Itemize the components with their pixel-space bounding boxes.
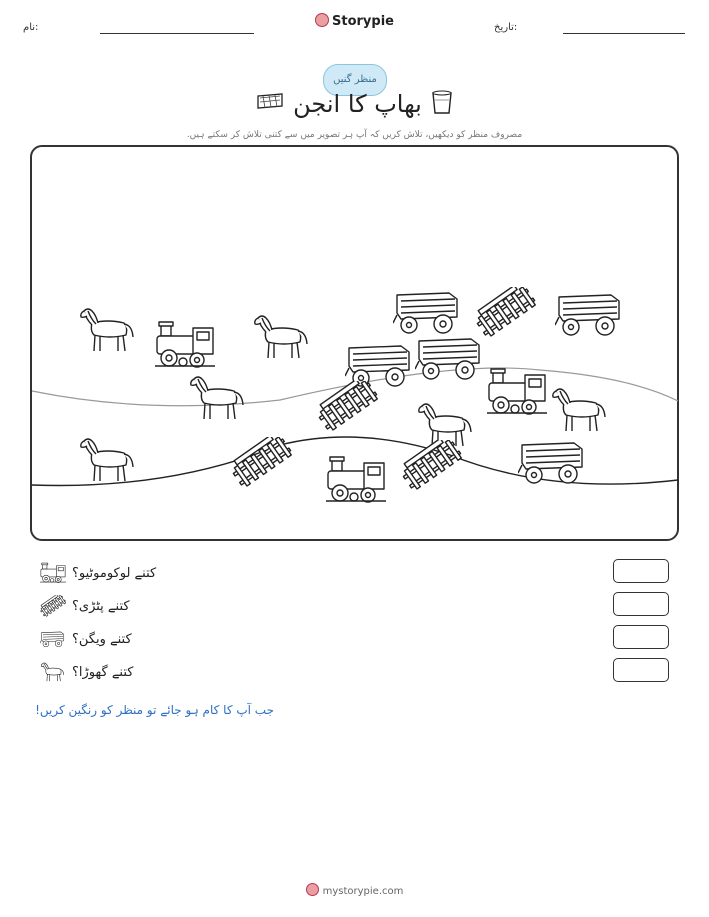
page-title [0, 90, 709, 118]
footer-url[interactable]: mystorypie.com [322, 886, 404, 897]
brand [0, 13, 709, 29]
horse-figure [550, 385, 610, 435]
question-label: کتنے گھوڑا؟ [72, 664, 134, 680]
question-row [40, 661, 133, 683]
storypie-logo-icon [315, 13, 329, 27]
track-figure [318, 381, 378, 431]
train-figure [155, 320, 215, 370]
track-icon [40, 595, 66, 617]
train-figure [487, 367, 547, 417]
answer-box[interactable] [613, 625, 669, 649]
answer-box[interactable] [613, 658, 669, 682]
coloring-hint: جب آپ کا کام ہو جائے تو منظر کو رنگین کریں! [35, 703, 274, 717]
horse-figure [252, 312, 312, 362]
horse-icon [40, 661, 66, 683]
horse-figure [78, 435, 138, 485]
question-label: کتنے ویگن؟ [72, 631, 132, 647]
instructions: مصروف منظر کو دیکھیں، تلاش کریں کہ آپ ہر تصویر میں سے کتنی تلاش کر سکتے ہیں. [186, 130, 523, 140]
box-icon [255, 90, 285, 112]
footer [0, 883, 709, 897]
horse-figure [188, 373, 248, 423]
footer-logo-icon [306, 883, 319, 896]
cup-icon [430, 90, 454, 116]
name-line[interactable] [100, 33, 254, 34]
question-row [40, 562, 156, 584]
wagon-figure [518, 437, 588, 487]
date-line[interactable] [563, 33, 685, 34]
date-label: تاریخ: [494, 22, 518, 33]
wagon-figure [415, 333, 485, 383]
track-figure [402, 440, 462, 490]
wagon-figure [555, 289, 625, 339]
train-icon [40, 562, 66, 584]
category-badge: منظر گنیں [323, 64, 387, 96]
train-figure [326, 455, 386, 505]
answer-box[interactable] [613, 559, 669, 583]
wagon-figure [393, 287, 463, 337]
name-label: نام: [23, 22, 39, 33]
question-label: کتنے لوکوموٹیو؟ [72, 565, 157, 581]
question-row [40, 628, 132, 650]
title-text: بھاپ کا انجن [293, 90, 422, 118]
question-row [40, 595, 130, 617]
track-figure [232, 437, 292, 487]
wagon-icon [40, 628, 66, 650]
question-label: کتنے پٹڑی؟ [72, 598, 130, 614]
brand-text: Storypie [332, 14, 394, 29]
track-figure [476, 287, 536, 337]
horse-figure [78, 305, 138, 355]
answer-box[interactable] [613, 592, 669, 616]
